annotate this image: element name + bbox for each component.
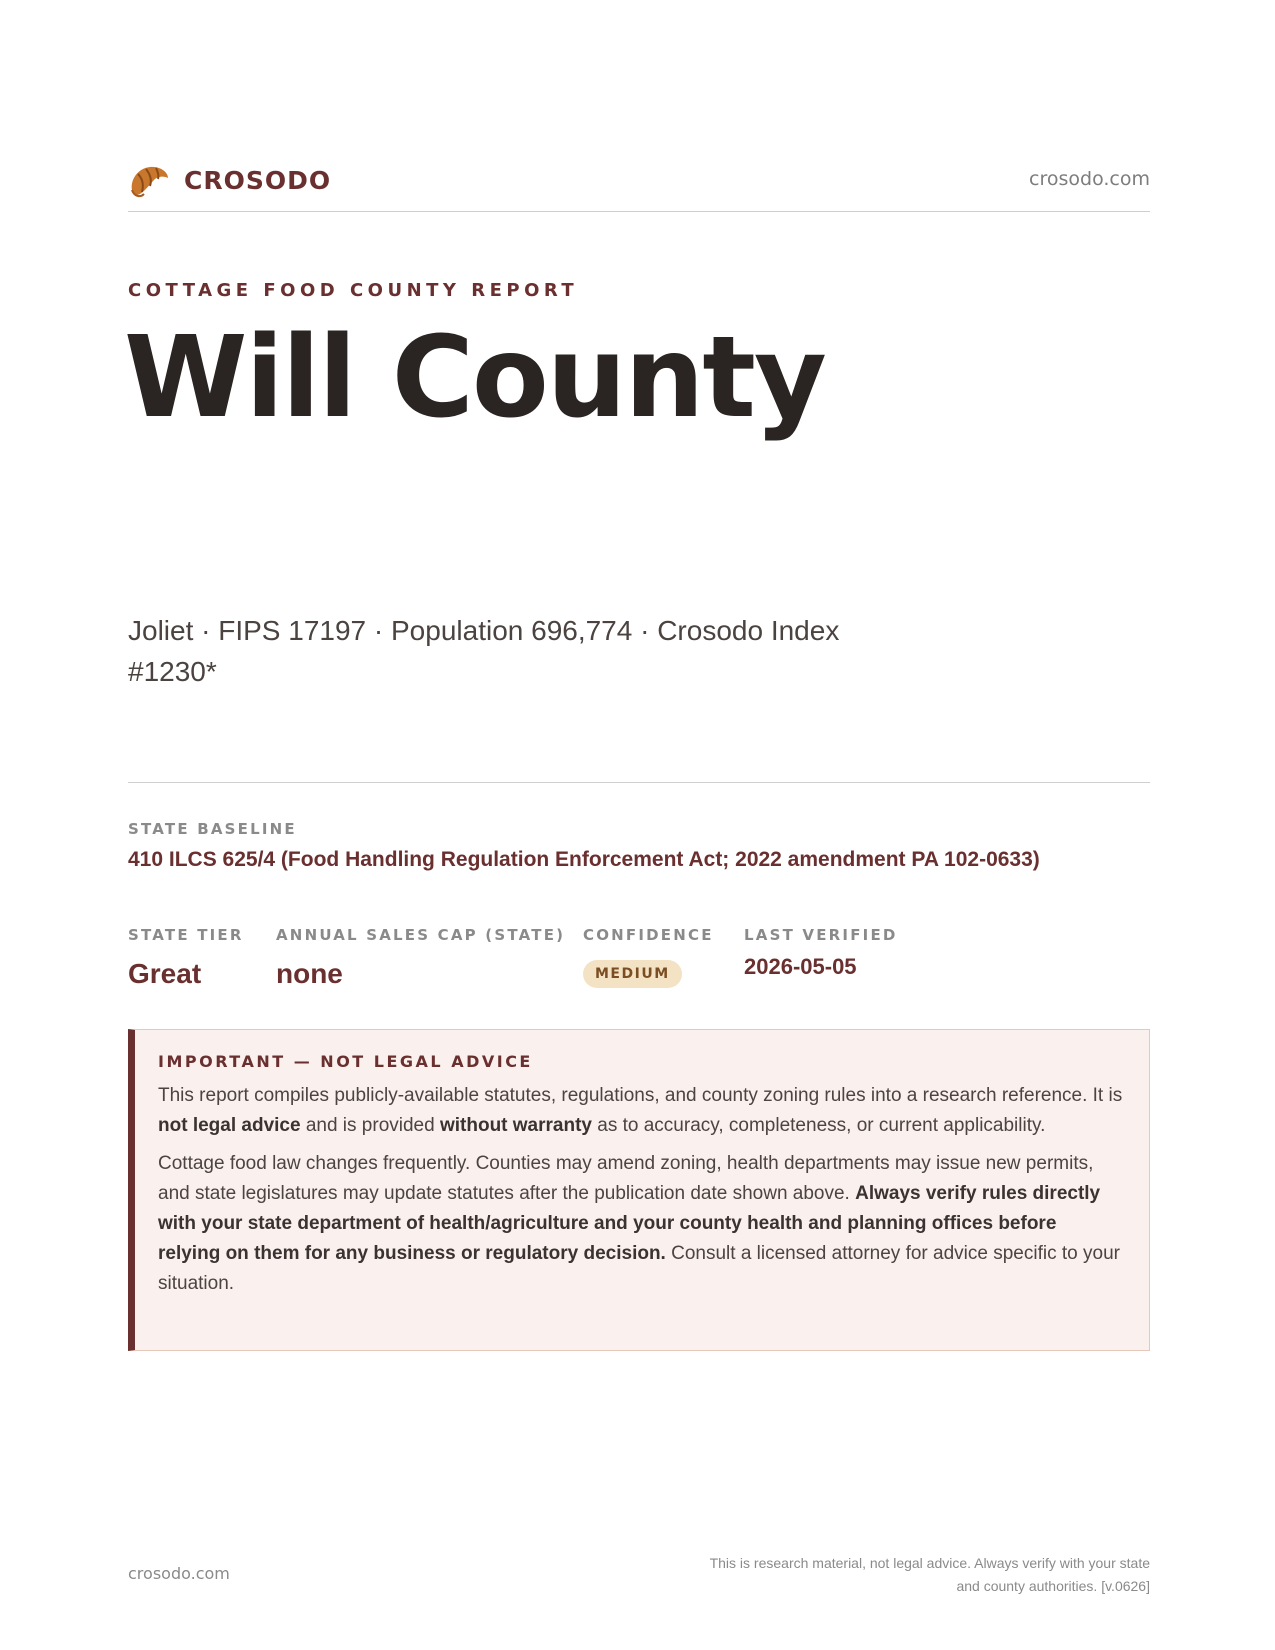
notice-text: and is provided xyxy=(300,1115,440,1136)
notice-text: as to accuracy, completeness, or current applicability. xyxy=(591,1115,1046,1136)
county-summary: Joliet · FIPS 17197 · Population 696,774 · Crosodo Index #1230* xyxy=(128,615,840,687)
stat-sales-cap xyxy=(276,926,565,990)
stat-last-verified xyxy=(744,926,898,980)
footer-disclaimer-line: and county authorities. [v.0626] xyxy=(956,1578,1150,1594)
page-title: Will County xyxy=(124,313,825,443)
footer-disclaimer-line: This is research material, not legal advice. Always verify with your state xyxy=(709,1555,1150,1571)
stat-value: none xyxy=(276,958,343,989)
notice-emphasis: Always verify rules directly with your state department of health/agriculture and your county health and planning offices before relying on them for any business or regulatory decision. xyxy=(158,1183,1101,1264)
notice-paragraph xyxy=(158,1081,1123,1141)
brand[interactable] xyxy=(128,160,331,200)
stat-value: Great xyxy=(128,958,202,989)
notice-text: This report compiles publicly-available statutes, regulations, and county zoning rules into a research reference. It is xyxy=(158,1085,1123,1106)
notice-emphasis: without warranty xyxy=(439,1115,592,1136)
page-header xyxy=(128,160,1150,212)
confidence-badge: MEDIUM xyxy=(583,960,682,988)
divider xyxy=(128,782,1150,783)
croissant-icon xyxy=(128,160,170,200)
stat-state-tier xyxy=(128,926,244,990)
stat-value: 2026-05-05 xyxy=(744,954,857,979)
footer-site[interactable]: crosodo.com xyxy=(128,1564,230,1583)
legal-notice xyxy=(128,1029,1150,1351)
report-eyebrow: COTTAGE FOOD COUNTY REPORT xyxy=(128,280,579,301)
notice-paragraph xyxy=(158,1149,1123,1299)
stat-label: ANNUAL SALES CAP (STATE) xyxy=(276,926,566,944)
notice-text: Cottage food law changes frequently. Counties may amend zoning, health departments may issue new permits, and state legislatures may update statutes after the publication date shown above. xyxy=(158,1153,1094,1204)
state-baseline-label: STATE BASELINE xyxy=(128,820,297,838)
site-link[interactable]: crosodo.com xyxy=(1029,168,1150,190)
notice-title: IMPORTANT — NOT LEGAL ADVICE xyxy=(158,1052,533,1071)
stat-label: LAST VERIFIED xyxy=(744,926,898,944)
notice-text: Consult a licensed attorney for advice specific to your situation. xyxy=(158,1243,1120,1294)
notice-emphasis: not legal advice xyxy=(158,1115,301,1136)
state-baseline-value: 410 ILCS 625/4 (Food Handling Regulation Enforcement Act; 2022 amendment PA 102-0633) xyxy=(128,848,1040,871)
stat-label: STATE TIER xyxy=(128,926,244,944)
stat-confidence xyxy=(583,926,714,988)
footer-disclaimer xyxy=(630,1552,1150,1598)
stat-label: CONFIDENCE xyxy=(583,926,714,944)
brand-name: CROSODO xyxy=(184,165,332,195)
